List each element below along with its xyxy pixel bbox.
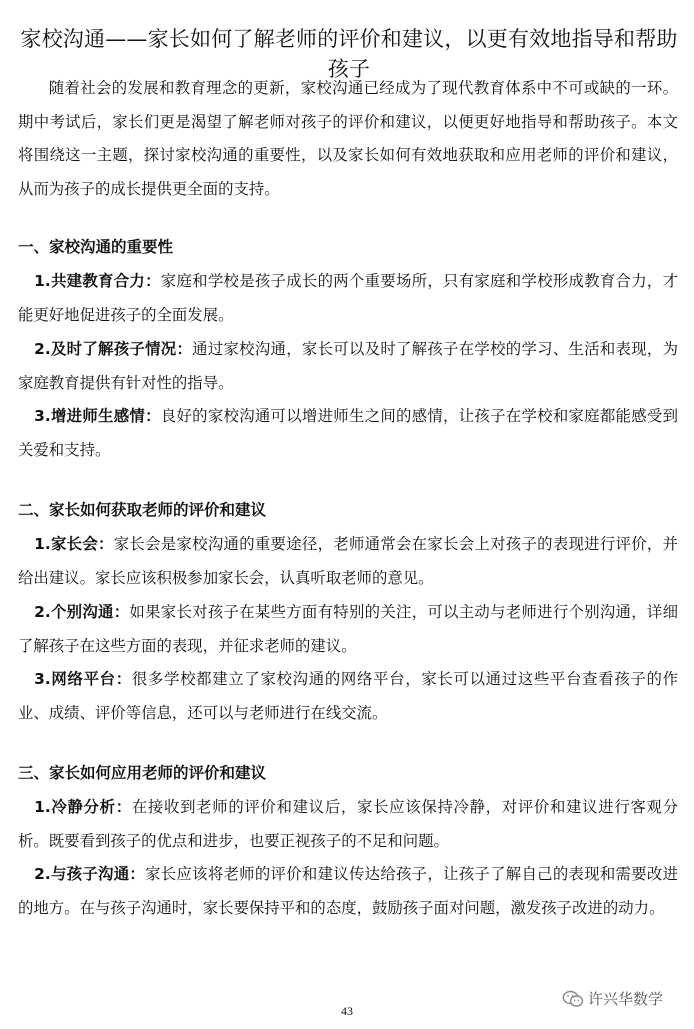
item-lead: 3.网络平台： — [34, 670, 132, 688]
item-text: 家长会是家校沟通的重要途径，老师通常会在家长会上对孩子的表现进行评价，并给出建议。家长应该积极参加家长会，认真听取老师的意见。 — [18, 535, 678, 587]
watermark-text: 许兴华数学 — [588, 990, 664, 1008]
item-text: 如果家长对孩子在某些方面有特别的关注，可以主动与老师进行个别沟通，详细了解孩子在这些方面的表现，并征求老师的建议。 — [18, 603, 678, 655]
item-lead: 3.增进师生感情： — [34, 407, 161, 425]
item-lead: 1.共建教育合力： — [34, 272, 161, 290]
intro-paragraph: 随着社会的发展和教育理念的更新，家校沟通已经成为了现代教育体系中不可或缺的一环。期中考试后，家长们更是渴望了解老师对孩子的评价和建议，以便更好地指导和帮助孩子。本文将围绕这一主题，探讨家校沟通的重要性，以及家长如何有效地获取和应用老师的评价和建议，从而为孩子的成长提供更全面的支持。 — [18, 79, 678, 198]
section-1-item-2 — [18, 332, 678, 400]
section-2-item-3 — [18, 662, 678, 730]
item-lead: 2.及时了解孩子情况： — [34, 340, 193, 358]
section-1-item-1 — [18, 264, 678, 332]
item-text: 在接收到老师的评价和建议后，家长应该保持冷静，对评价和建议进行客观分析。既要看到孩子的优点和进步，也要正视孩子的不足和问题。 — [18, 798, 678, 850]
item-text: 很多学校都建立了家校沟通的网络平台，家长可以通过这些平台查看孩子的作业、成绩、评价等信息，还可以与老师进行在线交流。 — [18, 670, 678, 722]
item-lead: 2.个别沟通： — [34, 603, 130, 621]
item-text: 良好的家校沟通可以增进师生之间的感情，让孩子在学校和家庭都能感受到关爱和支持。 — [18, 407, 678, 459]
section-3-item-2 — [18, 857, 678, 925]
section-2-heading: 二、家长如何获取老师的评价和建议 — [18, 501, 267, 519]
item-text: 家庭和学校是孩子成长的两个重要场所，只有家庭和学校形成教育合力，才能更好地促进孩子的全面发展。 — [18, 272, 678, 324]
item-text: 通过家校沟通，家长可以及时了解孩子在学校的学习、生活和表现，为家庭教育提供有针对性的指导。 — [18, 340, 678, 392]
section-2-item-1 — [18, 527, 678, 595]
item-lead: 2.与孩子沟通： — [34, 865, 146, 883]
section-1-item-3 — [18, 399, 678, 467]
section-3-item-1 — [18, 790, 678, 858]
section-2-item-2 — [18, 595, 678, 663]
page-number: 43 — [341, 1004, 353, 1018]
section-3-heading: 三、家长如何应用老师的评价和建议 — [18, 764, 267, 782]
document-title: 家校沟通——家长如何了解老师的评价和建议，以更有效地指导和帮助孩子 — [20, 27, 678, 82]
item-lead: 1.冷静分析： — [34, 798, 132, 816]
section-1-heading: 一、家校沟通的重要性 — [18, 238, 174, 256]
item-lead: 1.家长会： — [34, 535, 114, 553]
item-text: 家长应该将老师的评价和建议传达给孩子，让孩子了解自己的表现和需要改进的地方。在与孩子沟通时，家长要保持平和的态度，鼓励孩子面对问题，激发孩子改进的动力。 — [18, 865, 678, 917]
